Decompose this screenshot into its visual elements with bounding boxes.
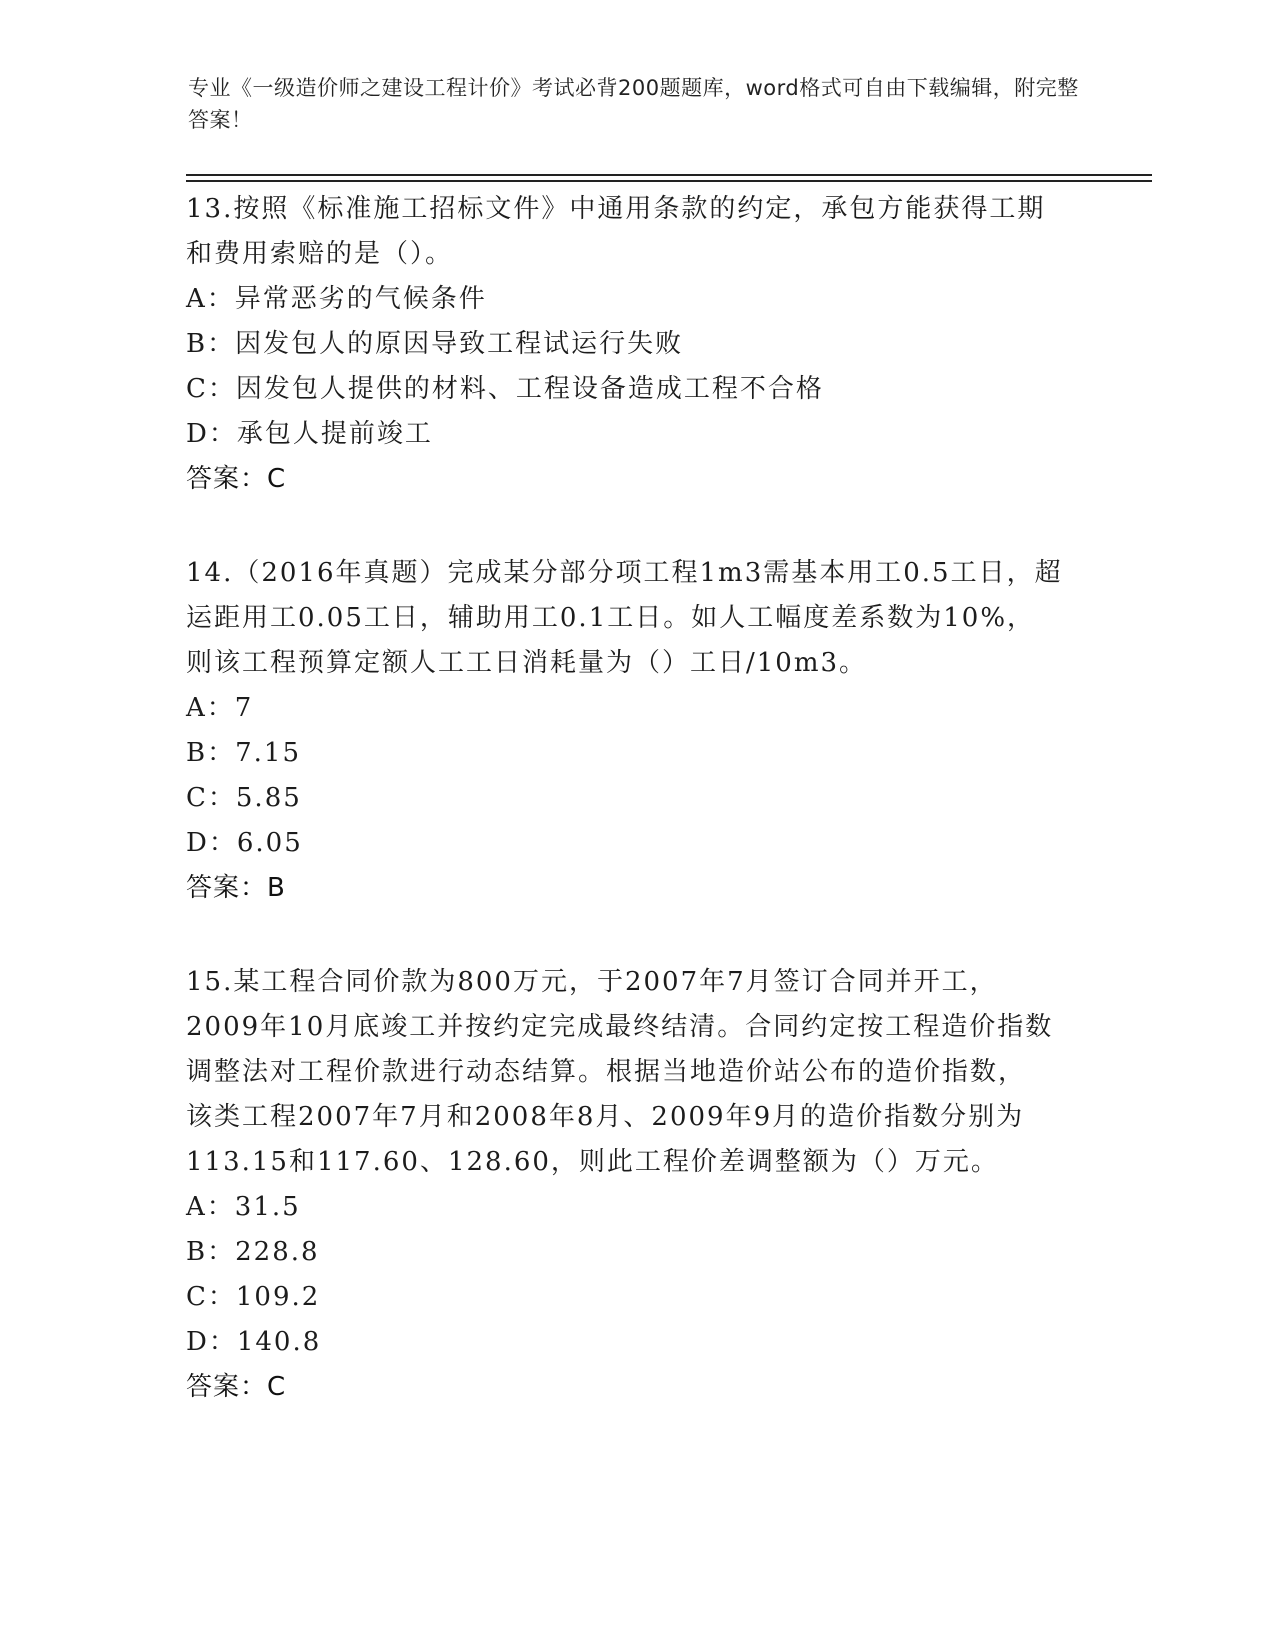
option-d: D：140.8 [186, 1327, 322, 1357]
option-c: C：因发包人提供的材料、工程设备造成工程不合格 [186, 374, 824, 404]
question-text: 13.按照《标准施工招标文件》中通用条款的约定，承包方能获得工期 和费用索赔的是（）。 [186, 194, 1046, 269]
answer-label: 答案：C [186, 1372, 287, 1402]
option-d: D：6.05 [186, 828, 303, 858]
option-c: C：5.85 [186, 783, 302, 813]
question-15 [186, 960, 1086, 1410]
answer-label: 答案：B [186, 873, 286, 903]
question-14 [186, 551, 1086, 911]
answer-label: 答案：C [186, 464, 287, 494]
question-13 [186, 187, 1086, 502]
option-c: C：109.2 [186, 1282, 321, 1312]
document-header: 专业《一级造价师之建设工程计价》考试必背200题题库，word格式可自由下载编辑，附完整答案！ [188, 76, 1079, 132]
option-a: A：31.5 [186, 1192, 301, 1222]
question-text: 15.某工程合同价款为800万元，于2007年7月签订合同并开工， 2009年10月底竣工并按约定完成最终结清。合同约定按工程造价指数 调整法对工程价款进行动态结算。根据当地造价站公布的造价指数， 该类工程2007年7月和2008年8月、2009年9月的造价指数分别为 113.15和117.60、128.60，则此工程价差调整额为（）万元。 [186, 967, 1054, 1177]
option-a: A：7 [186, 693, 254, 723]
option-a: A：异常恶劣的气候条件 [186, 284, 487, 314]
option-b: B：7.15 [186, 738, 301, 768]
option-b: B：228.8 [186, 1237, 320, 1267]
header-divider-bottom [186, 180, 1152, 182]
option-d: D：承包人提前竣工 [186, 419, 433, 449]
option-b: B：因发包人的原因导致工程试运行失败 [186, 329, 684, 359]
question-text: 14.（2016年真题）完成某分部分项工程1m3需基本用工0.5工日，超 运距用工0.05工日，辅助用工0.1工日。如人工幅度差系数为10%， 则该工程预算定额人工工日消耗量为（）工日/10m3。 [186, 558, 1063, 678]
header-divider-top [186, 174, 1152, 176]
